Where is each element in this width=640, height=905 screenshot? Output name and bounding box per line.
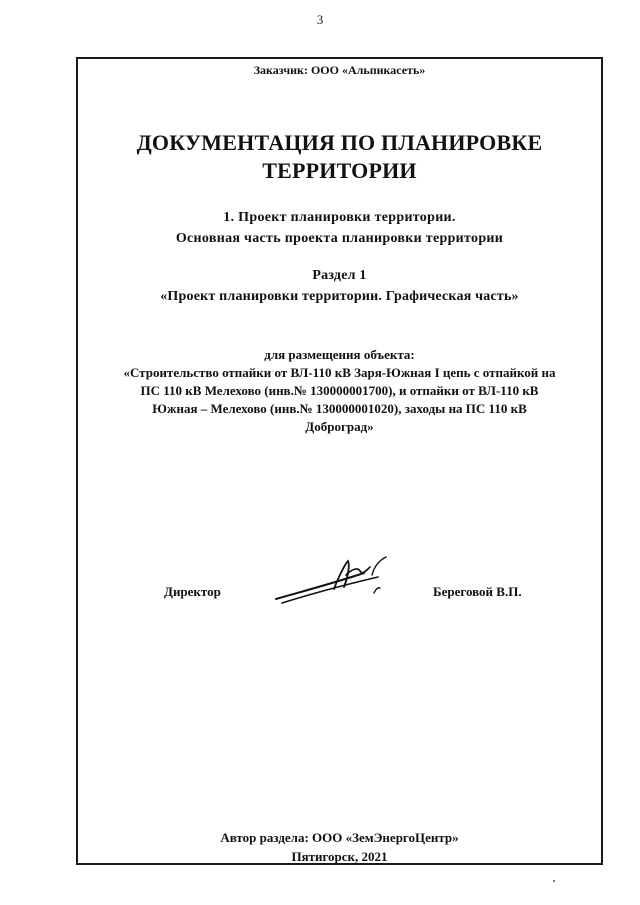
author-line: Автор раздела: ООО «ЗемЭнергоЦентр» xyxy=(220,830,459,845)
part-line-2: Основная часть проекта планировки территории xyxy=(175,231,504,246)
scan-speck xyxy=(553,880,555,882)
purpose-label: для размещения объекта: xyxy=(264,347,415,362)
section-line-1: Раздел 1 xyxy=(312,268,367,283)
title-line-2: ТЕРРИТОРИИ xyxy=(262,158,417,183)
object-description xyxy=(78,364,601,436)
object-line-2: ПС 110 кВ Мелехово (инв.№ 130000001700), и отпайки от ВЛ-110 кВ xyxy=(140,383,539,398)
title-line-1: ДОКУМЕНТАЦИЯ ПО ПЛАНИРОВКЕ xyxy=(136,130,543,155)
document-title xyxy=(78,129,601,185)
part-line-1: 1. Проект планировки территории. xyxy=(223,210,456,225)
customer-line: Заказчик: ООО «Альпикасеть» xyxy=(253,63,426,77)
object-line-1: «Строительство отпайки от ВЛ-110 кВ Заря-Южная I цепь с отпайкой на xyxy=(123,365,556,380)
section-line-2: «Проект планировки территории. Графическая часть» xyxy=(160,289,519,304)
section-heading xyxy=(78,265,601,307)
city-year-line: Пятигорск, 2021 xyxy=(291,849,388,864)
director-label: Директор xyxy=(164,584,221,599)
director-name: Береговой В.П. xyxy=(433,584,522,599)
page-number: 3 xyxy=(316,12,324,27)
signature-icon xyxy=(274,553,414,613)
page-frame xyxy=(76,57,603,865)
object-line-4: Доброград» xyxy=(305,419,374,434)
object-line-3: Южная – Мелехово (инв.№ 130000001020), заходы на ПС 110 кВ xyxy=(152,401,527,416)
part-heading xyxy=(78,207,601,249)
